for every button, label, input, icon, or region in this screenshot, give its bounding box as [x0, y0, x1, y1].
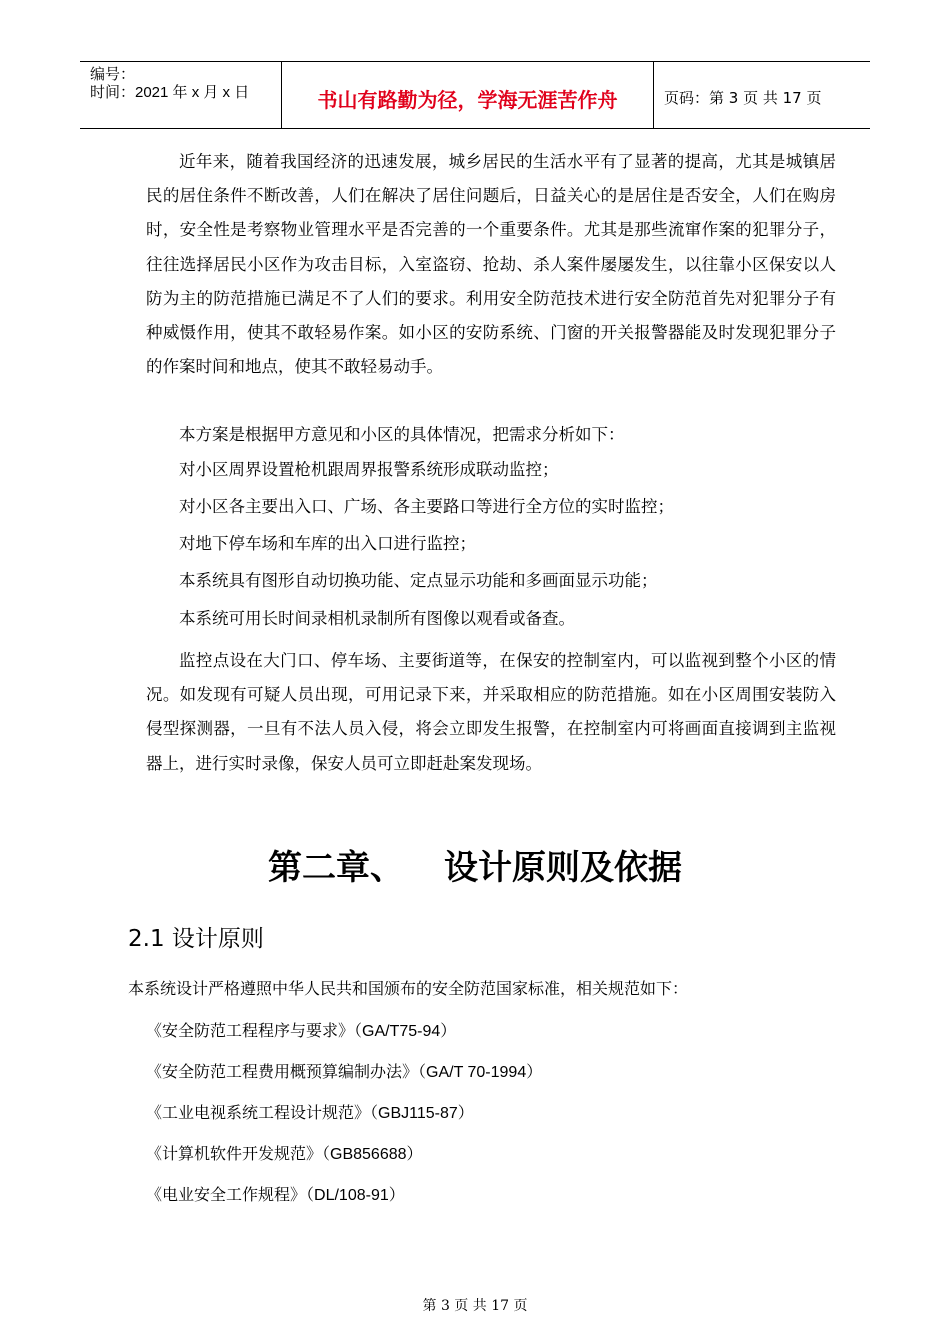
- standard-reference: 《安全防范工程程序与要求》（GA/T75-94）: [146, 1021, 457, 1040]
- standard-reference: 《工业电视系统工程设计规范》（GBJ115-87）: [146, 1103, 474, 1122]
- chapter-title: 设计原则及依据: [444, 848, 682, 888]
- needs-item: 本系统具有图形自动切换功能、定点显示功能和多画面显示功能；: [179, 571, 658, 590]
- section-heading: 2.1 设计原则: [128, 926, 264, 952]
- header-page-number: 页码：第 3 页 共 17 页: [664, 89, 822, 107]
- document-number-label: 编号：: [90, 66, 136, 83]
- header-motto-cell: [281, 62, 654, 128]
- needs-item: 对小区各主要出入口、广场、各主要路口等进行全方位的实时监控；: [179, 497, 674, 516]
- document-date-label: 时间：2021 年 x 月 x 日: [90, 84, 250, 101]
- standard-reference: 《计算机软件开发规范》（GB856688）: [146, 1144, 423, 1163]
- needs-lead: 本方案是根据甲方意见和小区的具体情况，把需求分析如下：: [179, 425, 625, 444]
- header-page-cell: [654, 62, 870, 128]
- needs-item: 对地下停车场和车库的出入口进行监控；: [179, 534, 476, 553]
- page-header: [80, 61, 870, 129]
- chapter-heading: [0, 840, 950, 889]
- intro-paragraph: 近年来，随着我国经济的迅速发展，城乡居民的生活水平有了显著的提高，尤其是城镇居民的居住条件不断改善，人们在解决了居住问题后，日益关心的是居住是否安全，人们在购房时，安全性是考察物业管理水平是否完善的一个重要条件。尤其是那些流窜作案的犯罪分子，往往选择居民小区作为攻击目标，入室盗窃、抢劫、杀人案件屡屡发生，以往靠小区保安以人防为主的防范措施已满足不了人们的要求。利用安全防范技术进行安全防范首先对犯罪分子有种威慑作用，使其不敢轻易作案。如小区的安防系统、门窗的开关报警器能及时发现犯罪分子的作案时间和地点，使其不敢轻易动手。: [146, 152, 836, 377]
- standard-reference: 《电业安全工作规程》（DL/108-91）: [146, 1185, 405, 1204]
- standard-reference: 《安全防范工程费用概预算编制办法》（GA/T 70-1994）: [146, 1062, 543, 1081]
- needs-item: 对小区周界设置枪机跟周界报警系统形成联动监控；: [179, 460, 559, 479]
- header-motto: 书山有路勤为径，学海无涯苦作舟: [317, 88, 618, 112]
- standards-intro: 本系统设计严格遵照中华人民共和国颁布的安全防范国家标准，相关规范如下：: [128, 979, 689, 998]
- monitor-paragraph: 监控点设在大门口、停车场、主要街道等，在保安的控制室内，可以监视到整个小区的情况。如发现有可疑人员出现，可用记录下来，并采取相应的防范措施。如在小区周围安装防入侵型探测器，一旦有不法人员入侵，将会立即发生报警，在控制室内可将画面直接调到主监视器上，进行实时录像，保安人员可立即赶赴案发现场。: [146, 651, 836, 773]
- header-meta-cell: [80, 62, 281, 128]
- page-footer: 第 3 页 共 17 页: [422, 1298, 528, 1314]
- needs-item: 本系统可用长时间录相机录制所有图像以观看或备查。: [179, 609, 575, 628]
- chapter-number: 第二章、: [268, 848, 404, 888]
